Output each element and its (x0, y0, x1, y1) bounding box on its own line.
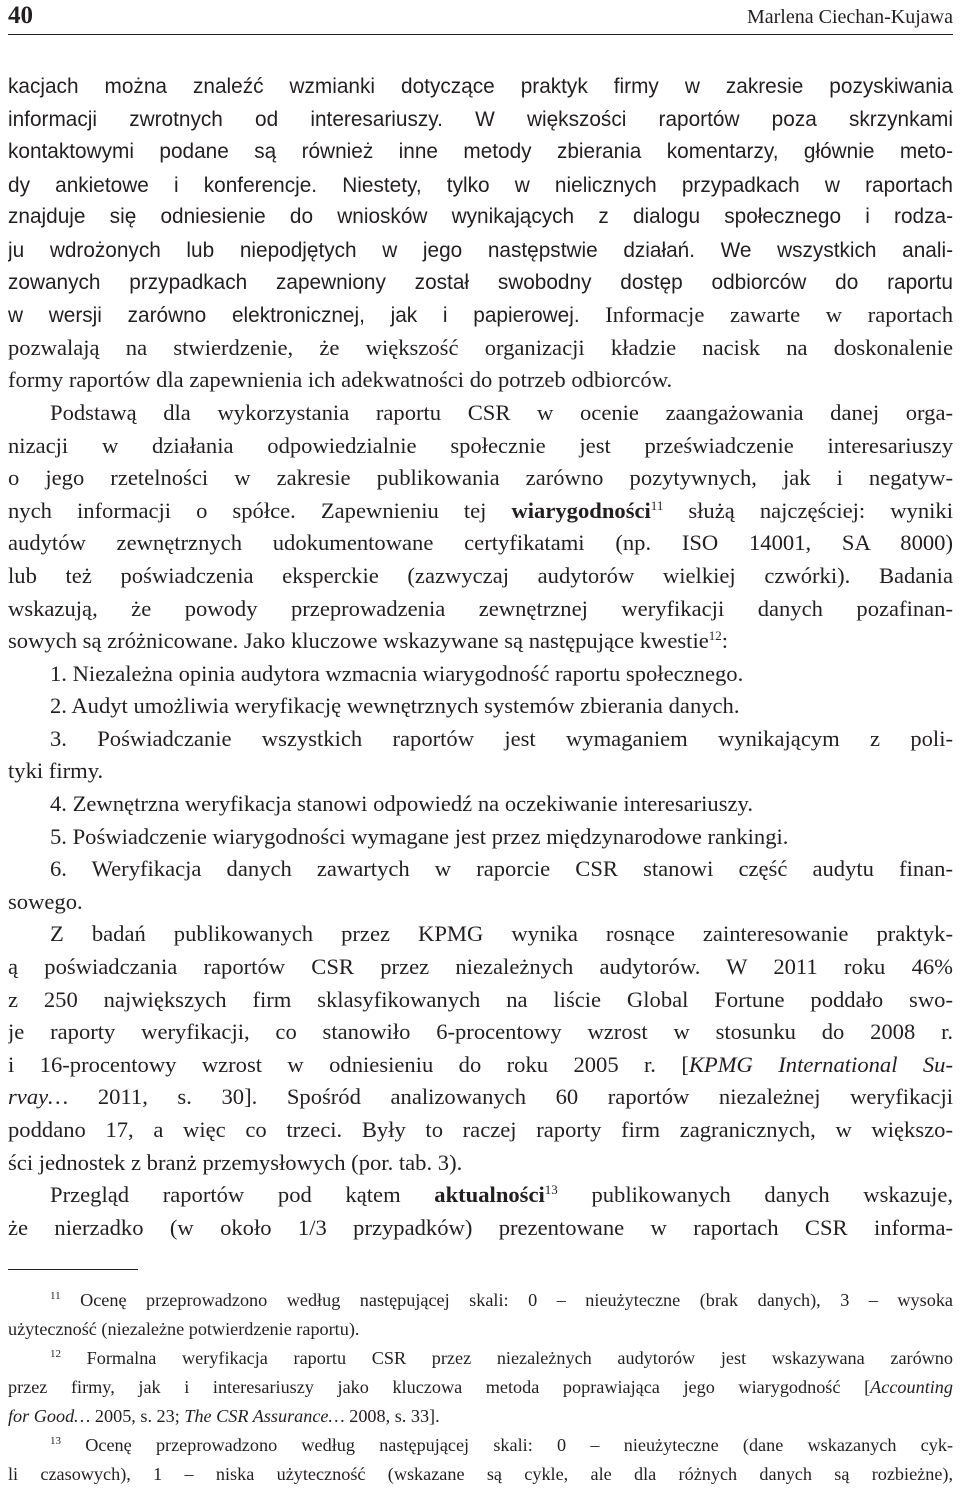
text-line: ą poświadczania raportów CSR przez niezależnych audytorów. W 2011 roku 46% (8, 954, 953, 980)
footnote-12: $^{12}$ Formalna weryfikacja raportu CSR przez niezależnych audytorów jest wskazywana zarówno (50, 1348, 953, 1368)
list-item-continuation: sowego. (8, 888, 83, 914)
text-line: poddano 17, a więc co trzeci. Były to raczej raporty firm zagranicznych, w większo- (8, 1117, 953, 1142)
text-line: nizacji w działania odpowiedzialnie społecznie jest przeświadczenie interesariuszy (8, 432, 953, 458)
text-line: znajduje się odniesienie do wniosków wynikających z dialogu społecznego i rodza- (8, 205, 953, 229)
footnote-11: $^{11}$ Ocenę przeprowadzono według następującej skali: 0 – nieużyteczne (brak danych), 3 – wysoka (50, 1290, 953, 1310)
footnote-12-continuation: przez firmy, jak i interesariuszy jako kluczowa metoda poprawiająca jego wiarygodność [Accounting (8, 1377, 953, 1397)
text-line: że nierzadko (w około 1/3 przypadków) prezentowane w raportach CSR informa- (8, 1214, 953, 1240)
text-line: lub też poświadczenia eksperckie (zazwyczaj audytorów wielkiej czwórki). Badania (8, 562, 953, 588)
text-line: i 16-procentowy wzrost w odniesieniu do roku 2005 r. [KPMG International Su- (8, 1051, 953, 1077)
footnote-11-continuation: użyteczność (niezależne potwierdzenie raportu). (8, 1319, 360, 1339)
footnotes (8, 1286, 953, 1489)
list-item: 6. Weryfikacja danych zawartych w raporcie CSR stanowi część audytu finan- (50, 856, 953, 882)
body-text (8, 71, 953, 1244)
text-line: ju wdrożonych lub niepodjętych w jego następstwie działań. We wszystkich anali- (8, 238, 953, 262)
text-line: kontaktowymi podane są również inne metody zbierania komentarzy, głównie meto- (8, 140, 953, 164)
text-line: je raporty weryfikacji, co stanowiło 6-procentowy wzrost w stosunku do 2008 r. (8, 1019, 953, 1045)
list-item: 3. Poświadczanie wszystkich raportów jest wymaganiem wynikającym z poli- (50, 725, 953, 751)
text-line: sowych są zróżnicowane. Jako kluczowe wskazywane są następujące kwestie$^{12}$: (8, 628, 729, 654)
page-number: 40 (8, 2, 33, 29)
paragraph-start-line: Przegląd raportów pod kątem aktualności$^{13}$ publikowanych danych wskazuje, (50, 1182, 953, 1208)
footnote-13: $^{13}$ Ocenę przeprowadzono według następującej skali: 0 – nieużyteczne (dane wskazanych cyk- (50, 1435, 953, 1455)
footnote-ref: 11 (650, 497, 664, 513)
footnote-12-continuation: for Good… 2005, s. 23; The CSR Assurance… 2008, s. 33]. (8, 1406, 440, 1426)
text-line: zowanych przypadkach zapewniony został swobodny dostęp odbiorców do raportu (8, 270, 953, 294)
text-line: pozwalają na stwierdzenie, że większość organizacji kładzie nacisk na doskonalenie (8, 334, 953, 360)
text-line: kacjach można znaleźć wzmianki dotyczące praktyk firmy w zakresie pozyskiwania (8, 75, 953, 98)
list-item: 1. Niezależna opinia audytora wzmacnia wiarygodność raportu społecznego. (50, 660, 744, 686)
list-item: 2. Audyt umożliwia weryfikację wewnętrznych systemów zbierania danych. (50, 693, 740, 719)
text-line: rvay… 2011, s. 30]. Spośród analizowanych 60 raportów niezależnej weryfikacji (8, 1084, 953, 1110)
page-header (8, 0, 953, 35)
text-line: informacji zwrotnych od interesariuszy. W większości raportów poza skrzynkami (8, 107, 953, 131)
list-item-continuation: tyki firmy. (8, 758, 104, 784)
text-line: dy ankietowe i konferencje. Niestety, tylko w nielicznych przypadkach w raportach (8, 173, 953, 197)
text-line: formy raportów dla zapewnienia ich adekwatności do potrzeb odbiorców. (8, 367, 673, 393)
text-line: ści jednostek z branż przemysłowych (por. tab. 3). (8, 1149, 463, 1175)
emphasis-term: aktualności (434, 1182, 545, 1208)
emphasis-term: wiarygodności (511, 497, 651, 523)
text-line: w wersji zarówno elektronicznej, jak i papierowej. Informacje zawarte w raportach (8, 302, 953, 328)
footnote-separator (8, 1269, 138, 1270)
footnote-ref: 13 (544, 1182, 558, 1198)
text-line: nych informacji o spółce. Zapewnieniu tej wiarygodności$^{11}$ służą najczęściej: wyniki (8, 497, 953, 523)
paragraph-start-line: Z badań publikowanych przez KPMG wynika rosnące zainteresowanie praktyk- (50, 921, 953, 947)
text-line: audytów zewnętrznych udokumentowane certyfikatami (np. ISO 14001, SA 8000) (8, 530, 953, 556)
text-line: z 250 największych firm sklasyfikowanych na liście Global Fortune poddało swo- (8, 986, 953, 1012)
paragraph-start-line: Podstawą dla wykorzystania raportu CSR w ocenie zaangażowania danej orga- (50, 399, 953, 425)
list-item: 5. Poświadczenie wiarygodności wymagane jest przez międzynarodowe rankingi. (50, 823, 789, 849)
list-item: 4. Zewnętrzna weryfikacja stanowi odpowiedź na oczekiwanie interesariuszy. (50, 791, 754, 817)
running-head-author: Marlena Ciechan-Kujawa (746, 6, 953, 28)
text-line: o jego rzetelności w zakresie publikowania zarówno pozytywnych, jak i negatyw- (8, 465, 953, 491)
footnote-ref: 12 (708, 628, 722, 644)
text-line: wskazują, że powody przeprowadzenia zewnętrznej weryfikacji danych pozafinan- (8, 595, 953, 621)
footnote-13-continuation: li czasowych), 1 – niska użyteczność (wskazane są cykle, ale dla różnych danych są rozbieżne), (8, 1464, 953, 1484)
